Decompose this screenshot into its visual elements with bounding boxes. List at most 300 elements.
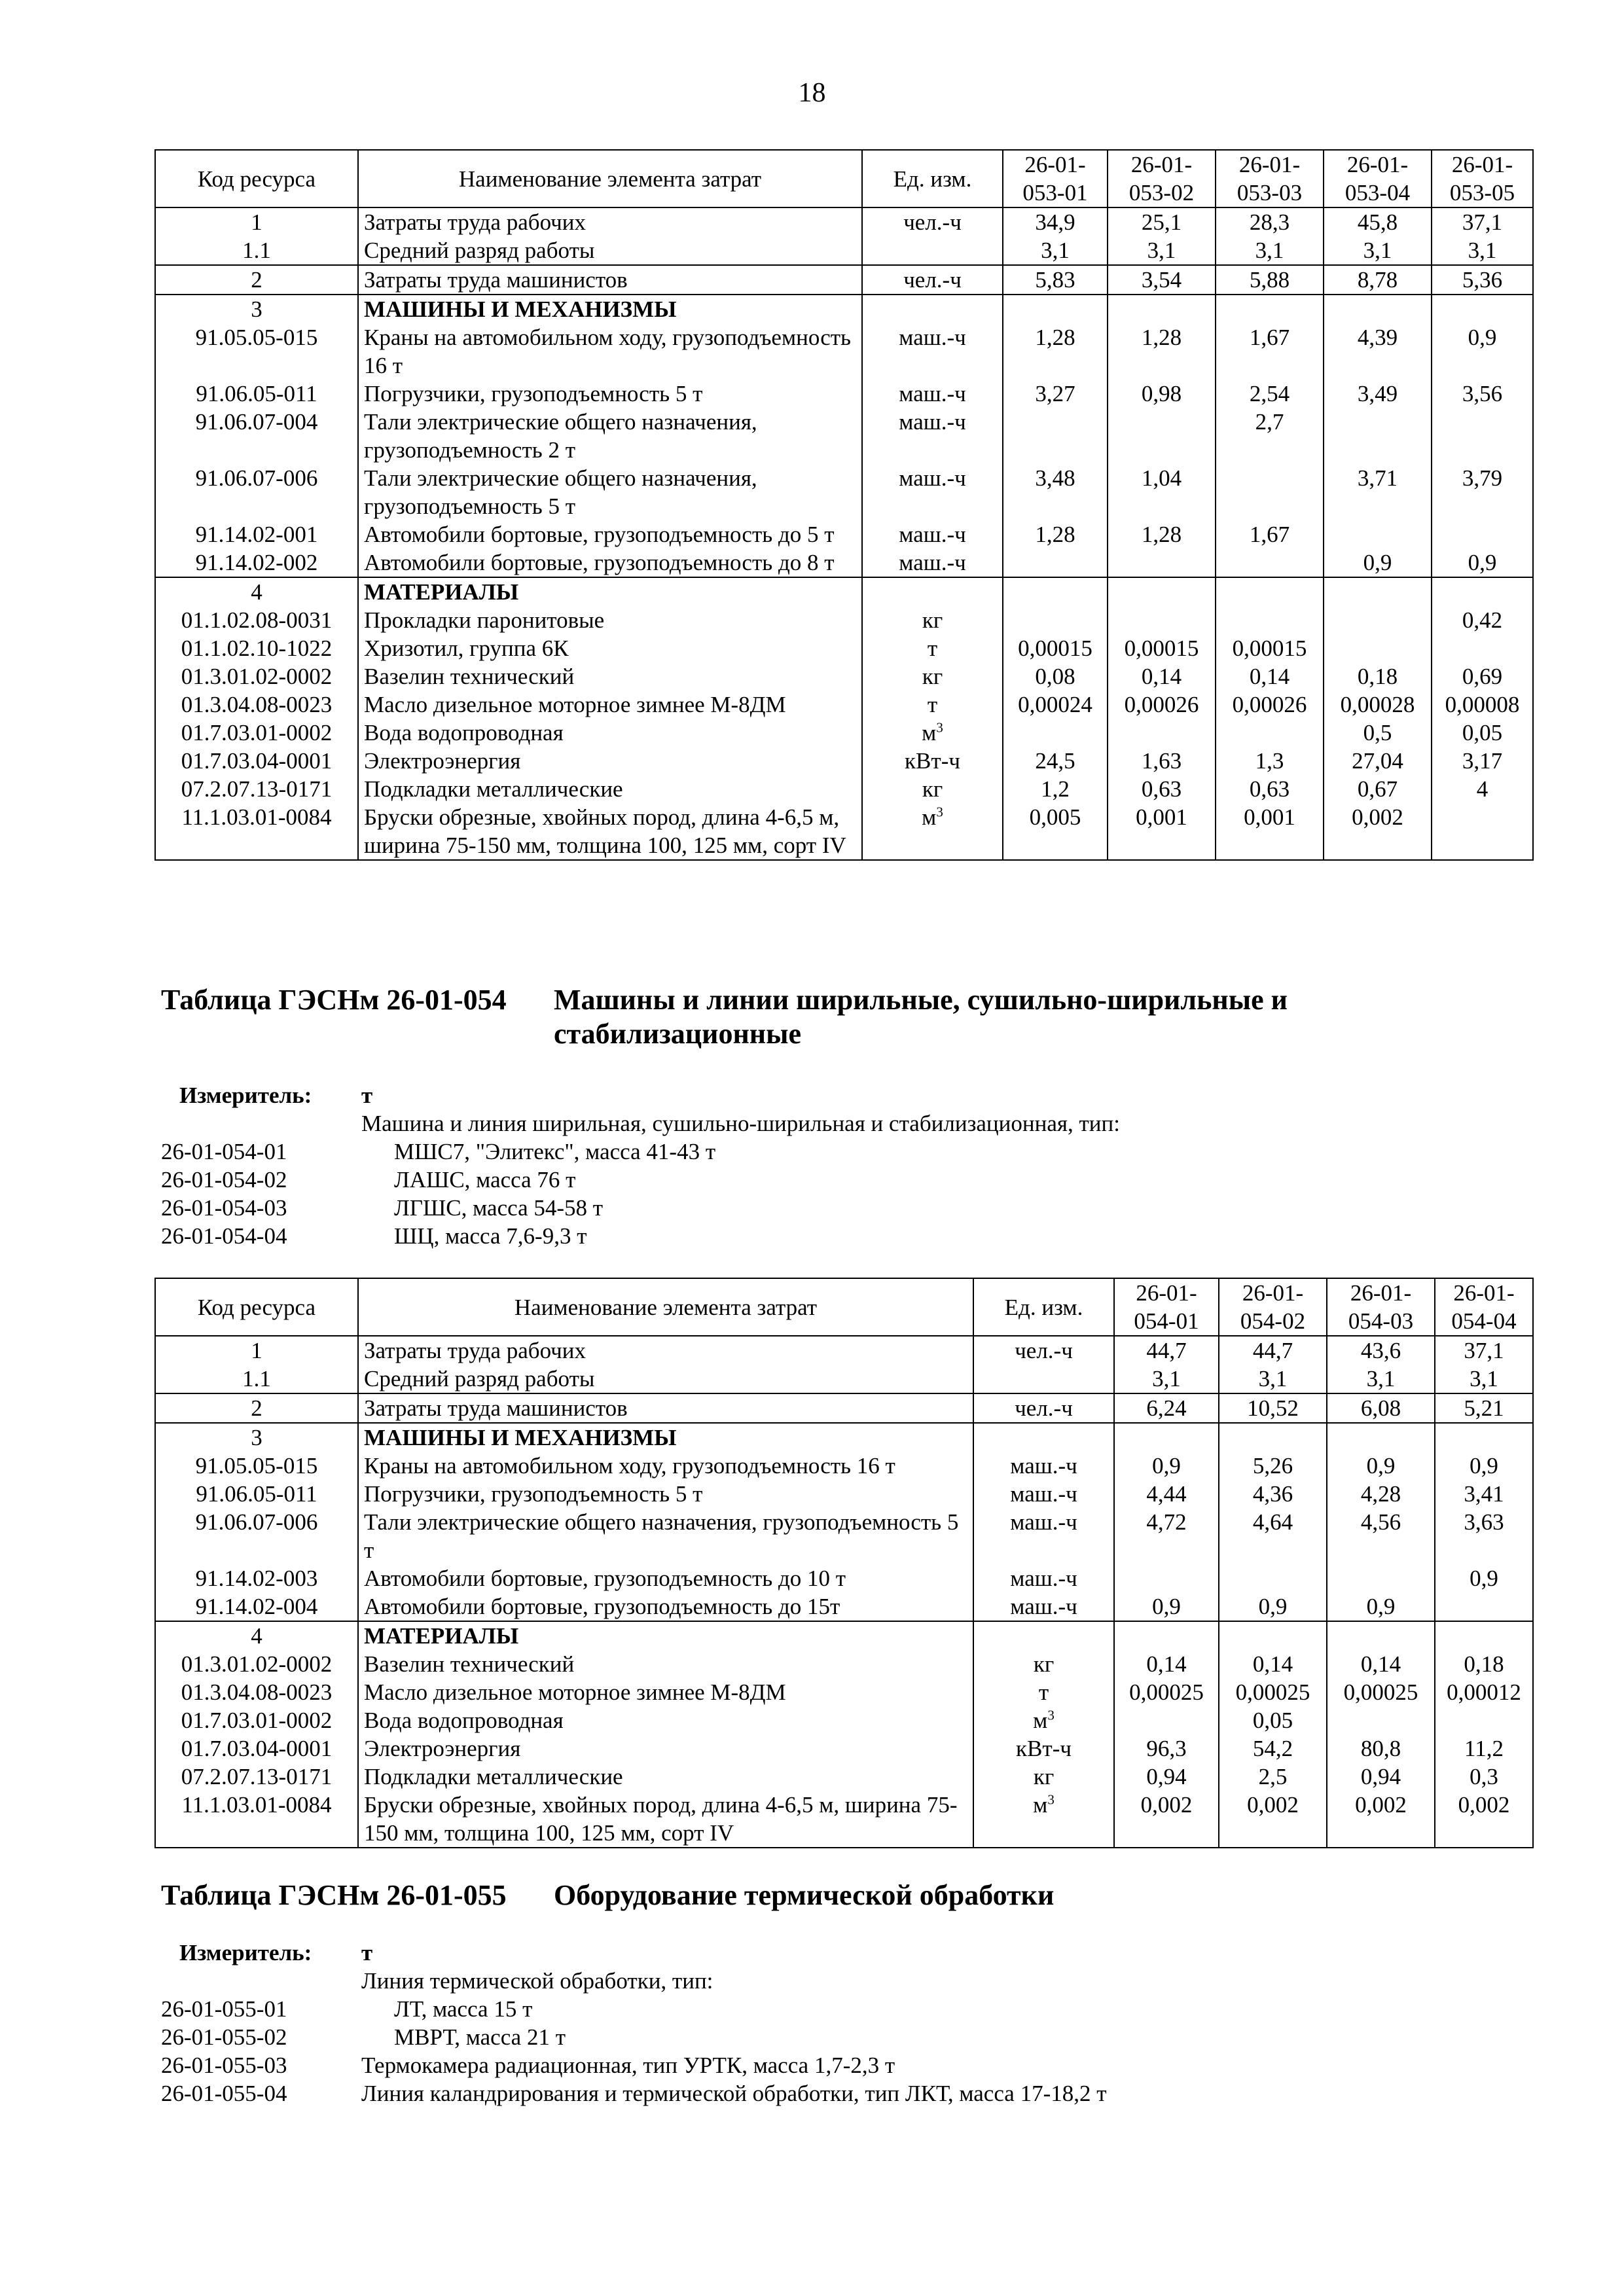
norm-value: 0,98 xyxy=(1108,380,1216,408)
cost-element-name: МАТЕРИАЛЫ xyxy=(358,1621,973,1650)
table-row xyxy=(155,747,1533,775)
table-row xyxy=(155,1650,1533,1678)
unit: маш.-ч xyxy=(973,1480,1114,1508)
resource-code: 91.06.05-011 xyxy=(155,1480,358,1508)
resource-code: 91.05.05-015 xyxy=(155,323,358,380)
table-row xyxy=(155,662,1533,691)
norm-value: 0,63 xyxy=(1216,775,1324,803)
norm-value: 0,00026 xyxy=(1216,691,1324,719)
norm-value: 3,1 xyxy=(1216,236,1324,265)
unit: кг xyxy=(862,662,1003,691)
header-cell: 26-01-054-01 xyxy=(1114,1278,1219,1336)
norm-value: 24,5 xyxy=(1003,747,1108,775)
resource-code: 01.7.03.01-0002 xyxy=(155,719,358,747)
norm-value: 4,56 xyxy=(1327,1508,1435,1564)
norm-value: 4,64 xyxy=(1219,1508,1327,1564)
table-row xyxy=(155,606,1533,634)
norm-value: 0,9 xyxy=(1435,1564,1533,1592)
norm-value xyxy=(1432,295,1533,323)
resource-code: 01.1.02.08-0031 xyxy=(155,606,358,634)
unit: маш.-ч xyxy=(862,520,1003,548)
resource-code: 01.3.04.08-0023 xyxy=(155,691,358,719)
type-code: 26-01-055-01 xyxy=(161,1996,287,2022)
norm-value: 3,63 xyxy=(1435,1508,1533,1564)
norm-value: 0,9 xyxy=(1324,548,1432,577)
resource-code: 91.14.02-003 xyxy=(155,1564,358,1592)
unit: кг xyxy=(973,1650,1114,1678)
type-description: МВРТ, масса 21 т xyxy=(394,2024,566,2050)
type-code: 26-01-055-03 xyxy=(161,2053,287,2078)
cost-element-name: Затраты труда машинистов xyxy=(358,1393,973,1423)
norm-value: 3,27 xyxy=(1003,380,1108,408)
norm-value: 5,88 xyxy=(1216,265,1324,295)
norm-value xyxy=(1114,1564,1219,1592)
norm-value: 4,44 xyxy=(1114,1480,1219,1508)
norm-value: 1,67 xyxy=(1216,520,1324,548)
unit xyxy=(862,295,1003,323)
table-row xyxy=(155,520,1533,548)
table-row xyxy=(155,1706,1533,1734)
norm-value xyxy=(1003,719,1108,747)
resource-code: 4 xyxy=(155,577,358,606)
norm-value xyxy=(1324,634,1432,662)
norm-value xyxy=(1219,1564,1327,1592)
norm-value: 0,001 xyxy=(1108,803,1216,860)
norm-value: 4,72 xyxy=(1114,1508,1219,1564)
norm-value xyxy=(1108,295,1216,323)
table-row xyxy=(155,1336,1533,1365)
norm-value: 0,14 xyxy=(1216,662,1324,691)
norm-value: 0,3 xyxy=(1435,1763,1533,1791)
header-cell: 26-01-054-02 xyxy=(1219,1278,1327,1336)
norm-value: 0,00012 xyxy=(1435,1678,1533,1706)
unit: $м^3$ xyxy=(973,1791,1114,1848)
header-row xyxy=(155,150,1533,207)
norm-value: 0,9 xyxy=(1435,1452,1533,1480)
norm-value: 0,005 xyxy=(1003,803,1108,860)
header-cell: 26-01-053-03 xyxy=(1216,150,1324,207)
unit: маш.-ч xyxy=(862,464,1003,520)
table-row xyxy=(155,1508,1533,1564)
norm-value xyxy=(1324,606,1432,634)
unit: маш.-ч xyxy=(973,1564,1114,1592)
cost-element-name: Погрузчики, грузоподъемность 5 т xyxy=(358,380,862,408)
norm-value xyxy=(1216,606,1324,634)
table-row xyxy=(155,1480,1533,1508)
norm-value: 3,1 xyxy=(1435,1365,1533,1393)
header-cell: 26-01-053-04 xyxy=(1324,150,1432,207)
norm-value: 4,36 xyxy=(1219,1480,1327,1508)
norm-value: 8,78 xyxy=(1324,265,1432,295)
table-row xyxy=(155,719,1533,747)
resource-code: 07.2.07.13-0171 xyxy=(155,775,358,803)
resource-code: 01.7.03.04-0001 xyxy=(155,1734,358,1763)
cost-element-name: Вода водопроводная xyxy=(358,719,862,747)
norm-value: 0,9 xyxy=(1432,548,1533,577)
norm-value: 28,3 xyxy=(1216,207,1324,236)
type-description: ЛАШС, масса 76 т xyxy=(394,1167,576,1193)
resource-code: 3 xyxy=(155,1423,358,1452)
type-code: 26-01-054-02 xyxy=(161,1167,287,1193)
norm-value: 0,18 xyxy=(1435,1650,1533,1678)
table-row xyxy=(155,1423,1533,1452)
norm-value xyxy=(1432,520,1533,548)
norm-value xyxy=(1216,548,1324,577)
unit: т xyxy=(862,634,1003,662)
resource-code: 1 xyxy=(155,207,358,236)
norm-value: 3,1 xyxy=(1114,1365,1219,1393)
resource-code: 91.06.07-006 xyxy=(155,1508,358,1564)
cost-element-name: Бруски обрезные, хвойных пород, длина 4-6,5 м, ширина 75-150 мм, толщина 100, 125 мм, сорт IV xyxy=(358,803,862,860)
cost-element-name: Подкладки металлические xyxy=(358,1763,973,1791)
norm-value xyxy=(1108,408,1216,464)
norm-value: 3,41 xyxy=(1435,1480,1533,1508)
cost-element-name: Краны на автомобильном ходу, грузоподъемность 16 т xyxy=(358,323,862,380)
norm-value: 0,00015 xyxy=(1216,634,1324,662)
header-row xyxy=(155,1278,1533,1336)
norm-value: 3,1 xyxy=(1327,1365,1435,1393)
resource-code: 3 xyxy=(155,295,358,323)
norm-value xyxy=(1327,1706,1435,1734)
norm-value: 1,3 xyxy=(1216,747,1324,775)
norm-value xyxy=(1327,1564,1435,1592)
norm-value: 0,05 xyxy=(1432,719,1533,747)
norm-value: 3,54 xyxy=(1108,265,1216,295)
table-row xyxy=(155,1393,1533,1423)
table-row xyxy=(155,691,1533,719)
cost-element-name: МАШИНЫ И МЕХАНИЗМЫ xyxy=(358,1423,973,1452)
resource-code: 91.06.07-004 xyxy=(155,408,358,464)
unit: маш.-ч xyxy=(862,548,1003,577)
norm-value: 0,00026 xyxy=(1108,691,1216,719)
type-code: 26-01-055-04 xyxy=(161,2081,287,2106)
measure-block-054 xyxy=(161,1081,1470,1250)
page-number: 18 xyxy=(798,78,826,108)
table-row xyxy=(155,1564,1533,1592)
type-item xyxy=(161,2023,1470,2051)
table-row xyxy=(155,408,1533,464)
header-cell: 26-01-053-02 xyxy=(1108,150,1216,207)
norm-value: 2,7 xyxy=(1216,408,1324,464)
unit xyxy=(973,1621,1114,1650)
norm-value: 3,48 xyxy=(1003,464,1108,520)
norm-value xyxy=(1432,408,1533,464)
measure-label: Измеритель: xyxy=(179,1940,312,1965)
resource-code: 01.3.04.08-0023 xyxy=(155,1678,358,1706)
resource-code: 1 xyxy=(155,1336,358,1365)
norm-value: 11,2 xyxy=(1435,1734,1533,1763)
resource-code: 91.06.07-006 xyxy=(155,464,358,520)
norm-value: 6,24 xyxy=(1114,1393,1219,1423)
cost-element-name: Вода водопроводная xyxy=(358,1706,973,1734)
header-cell: Ед. изм. xyxy=(973,1278,1114,1336)
norm-value: 0,00025 xyxy=(1219,1678,1327,1706)
norm-value xyxy=(1108,606,1216,634)
norm-value: 1,28 xyxy=(1108,520,1216,548)
type-code: 26-01-055-02 xyxy=(161,2024,287,2050)
type-item xyxy=(161,1138,1470,1166)
table-row xyxy=(155,207,1533,236)
norm-value: 5,83 xyxy=(1003,265,1108,295)
norm-value xyxy=(1324,520,1432,548)
norm-value xyxy=(1327,1423,1435,1452)
norm-value: 3,71 xyxy=(1324,464,1432,520)
table-name: Оборудование термической обработки xyxy=(554,1879,1055,1911)
norm-value: 0,9 xyxy=(1432,323,1533,380)
norm-value: 5,36 xyxy=(1432,265,1533,295)
cost-element-name: Хризотил, группа 6К xyxy=(358,634,862,662)
type-description: ЛГШС, масса 54-58 т xyxy=(394,1195,604,1221)
resource-code: 1.1 xyxy=(155,1365,358,1393)
table-row xyxy=(155,1592,1533,1621)
norm-value: 0,14 xyxy=(1327,1650,1435,1678)
cost-element-name: Вазелин технический xyxy=(358,1650,973,1678)
norm-value xyxy=(1003,295,1108,323)
measure-label: Измеритель: xyxy=(179,1083,312,1108)
table-row xyxy=(155,577,1533,606)
unit: т xyxy=(862,691,1003,719)
table-row xyxy=(155,265,1533,295)
cost-element-name: Подкладки металлические xyxy=(358,775,862,803)
norm-value: 3,79 xyxy=(1432,464,1533,520)
norm-value: 3,49 xyxy=(1324,380,1432,408)
norm-value: 0,42 xyxy=(1432,606,1533,634)
header-cell: Код ресурса xyxy=(155,1278,358,1336)
resource-code: 4 xyxy=(155,1621,358,1650)
table-row xyxy=(155,380,1533,408)
type-item xyxy=(161,1194,1470,1222)
type-code: 26-01-054-03 xyxy=(161,1195,287,1221)
norm-value: 0,9 xyxy=(1114,1592,1219,1621)
table-code: Таблица ГЭСНм 26-01-055 xyxy=(161,1879,507,1911)
unit xyxy=(973,1423,1114,1452)
norm-value: 3,56 xyxy=(1432,380,1533,408)
resource-code: 11.1.03.01-0084 xyxy=(155,803,358,860)
unit: т xyxy=(973,1678,1114,1706)
measure-unit: т xyxy=(361,1083,373,1108)
norm-value: 0,00008 xyxy=(1432,691,1533,719)
norm-value: 5,26 xyxy=(1219,1452,1327,1480)
norm-value: 0,14 xyxy=(1219,1650,1327,1678)
resource-code: 91.14.02-002 xyxy=(155,548,358,577)
measure-intro: Линия термической обработки, тип: xyxy=(361,1968,713,1994)
norm-value: 0,002 xyxy=(1324,803,1432,860)
cost-element-name: Электроэнергия xyxy=(358,747,862,775)
table-row xyxy=(155,1621,1533,1650)
cost-element-name: Средний разряд работы xyxy=(358,1365,973,1393)
norm-value: 1,04 xyxy=(1108,464,1216,520)
table-row xyxy=(155,1678,1533,1706)
table-row xyxy=(155,1452,1533,1480)
norm-value: 3,1 xyxy=(1432,236,1533,265)
resource-code: 01.1.02.10-1022 xyxy=(155,634,358,662)
norm-value: 1,2 xyxy=(1003,775,1108,803)
norm-value xyxy=(1432,577,1533,606)
norm-value: 3,17 xyxy=(1432,747,1533,775)
cost-element-name: Масло дизельное моторное зимнее М-8ДМ xyxy=(358,1678,973,1706)
resource-code: 2 xyxy=(155,265,358,295)
norm-value: 0,14 xyxy=(1114,1650,1219,1678)
norm-value xyxy=(1435,1621,1533,1650)
norm-value xyxy=(1327,1621,1435,1650)
cost-element-name: Затраты труда рабочих xyxy=(358,1336,973,1365)
norm-value: 0,9 xyxy=(1327,1592,1435,1621)
table-row xyxy=(155,775,1533,803)
norm-value: 0,002 xyxy=(1219,1791,1327,1848)
unit: чел.-ч xyxy=(862,265,1003,295)
unit: чел.-ч xyxy=(862,207,1003,236)
cost-element-name: Автомобили бортовые, грузоподъемность до 8 т xyxy=(358,548,862,577)
type-description: ШЦ, масса 7,6-9,3 т xyxy=(394,1223,587,1249)
cost-element-name: Автомобили бортовые, грузоподъемность до 15т xyxy=(358,1592,973,1621)
norm-value: 44,7 xyxy=(1219,1336,1327,1365)
unit: маш.-ч xyxy=(862,380,1003,408)
norm-value xyxy=(1003,408,1108,464)
cost-element-name: Затраты труда рабочих xyxy=(358,207,862,236)
unit: маш.-ч xyxy=(973,1508,1114,1564)
norm-value: 3,1 xyxy=(1003,236,1108,265)
cost-element-name: Автомобили бортовые, грузоподъемность до 5 т xyxy=(358,520,862,548)
table-row xyxy=(155,1763,1533,1791)
norm-value: 3,1 xyxy=(1324,236,1432,265)
table-row xyxy=(155,323,1533,380)
measure-unit: т xyxy=(361,1940,373,1965)
norm-value xyxy=(1432,803,1533,860)
norm-value xyxy=(1432,634,1533,662)
norm-value xyxy=(1216,577,1324,606)
norm-value: 25,1 xyxy=(1108,207,1216,236)
header-cell: Наименование элемента затрат xyxy=(358,1278,973,1336)
table-row xyxy=(155,295,1533,323)
norm-value: 0,00025 xyxy=(1327,1678,1435,1706)
norm-value: 0,00015 xyxy=(1003,634,1108,662)
unit: $м^3$ xyxy=(862,803,1003,860)
type-code: 26-01-054-01 xyxy=(161,1139,287,1164)
norm-value xyxy=(1108,577,1216,606)
unit xyxy=(973,1365,1114,1393)
norm-value xyxy=(1219,1621,1327,1650)
type-item xyxy=(161,2079,1470,2108)
norm-value: 3,1 xyxy=(1108,236,1216,265)
type-item xyxy=(161,1166,1470,1194)
resource-code: 91.14.02-001 xyxy=(155,520,358,548)
norm-value: 4,28 xyxy=(1327,1480,1435,1508)
norm-value: 2,54 xyxy=(1216,380,1324,408)
cost-element-name: Автомобили бортовые, грузоподъемность до 10 т xyxy=(358,1564,973,1592)
cost-element-name: Краны на автомобильном ходу, грузоподъемность 16 т xyxy=(358,1452,973,1480)
norm-value: 96,3 xyxy=(1114,1734,1219,1763)
norm-value: 0,67 xyxy=(1324,775,1432,803)
measure-intro: Машина и линия ширильная, сушильно-ширильная и стабилизационная, тип: xyxy=(361,1111,1120,1136)
header-cell: 26-01-054-03 xyxy=(1327,1278,1435,1336)
unit: маш.-ч xyxy=(973,1452,1114,1480)
norm-value: 27,04 xyxy=(1324,747,1432,775)
header-cell: 26-01-054-04 xyxy=(1435,1278,1533,1336)
table-code: Таблица ГЭСНм 26-01-054 xyxy=(161,984,507,1016)
cost-element-name: МАТЕРИАЛЫ xyxy=(358,577,862,606)
header-cell: Код ресурса xyxy=(155,150,358,207)
unit: чел.-ч xyxy=(973,1336,1114,1365)
norm-value: 2,5 xyxy=(1219,1763,1327,1791)
cost-element-name: Вазелин технический xyxy=(358,662,862,691)
type-item xyxy=(161,2051,1470,2079)
norm-value: 1,67 xyxy=(1216,323,1324,380)
norm-value xyxy=(1003,606,1108,634)
table-row xyxy=(155,1734,1533,1763)
norm-value: 0,00024 xyxy=(1003,691,1108,719)
unit xyxy=(862,577,1003,606)
norm-value: 37,1 xyxy=(1432,207,1533,236)
unit: кВт-ч xyxy=(862,747,1003,775)
table-row xyxy=(155,464,1533,520)
unit: $м^3$ xyxy=(862,719,1003,747)
norm-value: 1,63 xyxy=(1108,747,1216,775)
table-row xyxy=(155,803,1533,860)
norm-value xyxy=(1114,1423,1219,1452)
type-item xyxy=(161,1222,1470,1250)
cost-element-name: Электроэнергия xyxy=(358,1734,973,1763)
norm-value: 0,69 xyxy=(1432,662,1533,691)
unit: маш.-ч xyxy=(862,323,1003,380)
resource-code: 01.3.01.02-0002 xyxy=(155,1650,358,1678)
norm-value: 54,2 xyxy=(1219,1734,1327,1763)
header-cell: Ед. изм. xyxy=(862,150,1003,207)
resource-table-054 xyxy=(154,1278,1534,1848)
norm-value: 0,001 xyxy=(1216,803,1324,860)
type-description: Термокамера радиационная, тип УРТК, масса 1,7-2,3 т xyxy=(361,2053,895,2078)
norm-value: 0,9 xyxy=(1327,1452,1435,1480)
table-row xyxy=(155,634,1533,662)
header-cell: Наименование элемента затрат xyxy=(358,150,862,207)
table-row xyxy=(155,1365,1533,1393)
norm-value: 45,8 xyxy=(1324,207,1432,236)
norm-value: 1,28 xyxy=(1108,323,1216,380)
norm-value: 0,00025 xyxy=(1114,1678,1219,1706)
norm-value: 3,1 xyxy=(1219,1365,1327,1393)
norm-value: 34,9 xyxy=(1003,207,1108,236)
unit: кг xyxy=(862,775,1003,803)
norm-value xyxy=(1216,464,1324,520)
resource-table-053 xyxy=(154,149,1534,861)
resource-code: 01.3.01.02-0002 xyxy=(155,662,358,691)
table-row xyxy=(155,1791,1533,1848)
norm-value: 1,28 xyxy=(1003,520,1108,548)
resource-code: 11.1.03.01-0084 xyxy=(155,1791,358,1848)
resource-code: 07.2.07.13-0171 xyxy=(155,1763,358,1791)
norm-value xyxy=(1108,719,1216,747)
norm-value: 0,9 xyxy=(1219,1592,1327,1621)
norm-value: 0,5 xyxy=(1324,719,1432,747)
norm-value: 0,9 xyxy=(1114,1452,1219,1480)
table-name: Машины и линии ширильные, сушильно-ширильные и стабилизационные xyxy=(554,984,1288,1050)
resource-code: 91.05.05-015 xyxy=(155,1452,358,1480)
norm-value: 0,05 xyxy=(1219,1706,1327,1734)
cost-element-name: Погрузчики, грузоподъемность 5 т xyxy=(358,1480,973,1508)
norm-value: 0,08 xyxy=(1003,662,1108,691)
cost-element-name: Тали электрические общего назначения, грузоподъемность 5 т xyxy=(358,464,862,520)
cost-element-name: Тали электрические общего назначения, грузоподъемность 5 т xyxy=(358,1508,973,1564)
unit: чел.-ч xyxy=(973,1393,1114,1423)
norm-value xyxy=(1435,1592,1533,1621)
type-code: 26-01-054-04 xyxy=(161,1223,287,1249)
cost-element-name: Бруски обрезные, хвойных пород, длина 4-6,5 м, ширина 75-150 мм, толщина 100, 125 мм, сорт IV xyxy=(358,1791,973,1848)
unit: маш.-ч xyxy=(973,1592,1114,1621)
cost-element-name: Прокладки паронитовые xyxy=(358,606,862,634)
cost-element-name: Тали электрические общего назначения, грузоподъемность 2 т xyxy=(358,408,862,464)
table-row xyxy=(155,236,1533,265)
unit xyxy=(862,236,1003,265)
norm-value: 4,39 xyxy=(1324,323,1432,380)
